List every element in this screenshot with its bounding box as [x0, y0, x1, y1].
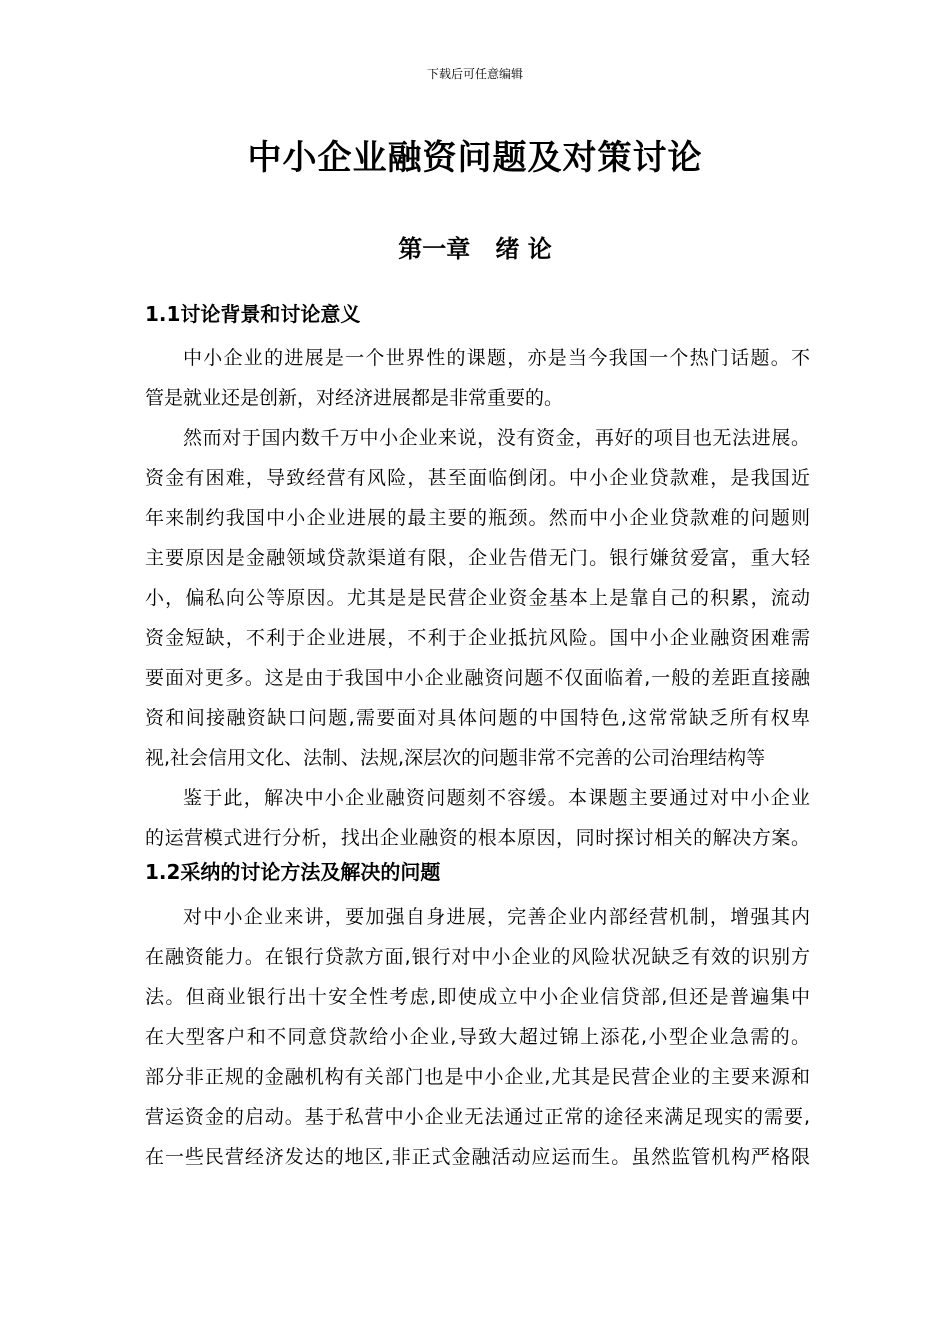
paragraph-line: 资和间接融资缺口问题,需要面对具体问题的中国特色,这常常缺乏所有权卑	[145, 707, 810, 729]
paragraph-line: 视,社会信用文化、法制、法规,深层次的问题非常不完善的公司治理结构等	[145, 747, 766, 769]
paragraph-line: 资金有困难，导致经营有风险，甚至面临倒闭。中小企业贷款难，是我国近	[145, 467, 810, 489]
section-1-2	[145, 859, 810, 885]
paragraph-line: 然而对于国内数千万中小企业来说，没有资金，再好的项目也无法进展。	[183, 427, 810, 449]
paragraph-line: 在大型客户和不同意贷款给小企业,导致大超过锦上添花,小型企业急需的。	[145, 1026, 810, 1048]
paragraph-line: 法。但商业银行出十安全性考虑,即使成立中小企业信贷部,但还是普遍集中	[145, 986, 810, 1008]
section-1-1	[145, 301, 810, 327]
paragraph-line: 管是就业还是创新，对经济进展都是非常重要的。	[145, 387, 564, 409]
paragraph-line: 鉴于此，解决中小企业融资问题刻不容缓。本课题主要通过对中小企业	[183, 787, 810, 809]
paragraph-line: 在融资能力。在银行贷款方面,银行对中小企业的风险状况缺乏有效的识别方	[145, 946, 810, 968]
section-heading: 1.1讨论背景和讨论意义	[145, 302, 361, 326]
paragraph-line: 营运资金的启动。基于私营中小企业无法通过正常的途径来满足现实的需要,	[145, 1106, 810, 1128]
paragraph-line: 年来制约我国中小企业进展的最主要的瓶颈。然而中小企业贷款难的问题则	[145, 507, 810, 529]
paragraph-line: 在一些民营经济发达的地区,非正式金融活动应运而生。虽然监管机构严格限	[145, 1146, 810, 1168]
paragraph-line: 要面对更多。这是由于我国中小企业融资问题不仅面临着,一般的差距直接融	[145, 667, 810, 689]
chapter-title: 第一章 绪 论	[398, 235, 552, 263]
section-1-2-body	[145, 897, 810, 1177]
paragraph-line: 部分非正规的金融机构有关部门也是中小企业,尤其是民营企业的主要来源和	[145, 1066, 810, 1088]
paragraph-line: 资金短缺，不利于企业进展，不利于企业抵抗风险。国中小企业融资困难需	[145, 627, 810, 649]
paragraph-line: 主要原因是金融领域贷款渠道有限，企业告借无门。银行嫌贫爱富，重大轻	[145, 547, 810, 569]
document-title: 中小企业融资问题及对策讨论	[247, 138, 703, 178]
section-1-1-body	[145, 338, 810, 858]
section-heading: 1.2采纳的讨论方法及解决的问题	[145, 860, 441, 884]
paragraph-line: 小，偏私向公等原因。尤其是是民营企业资金基本上是靠自己的积累，流动	[145, 587, 810, 609]
paragraph-line: 对中小企业来讲，要加强自身进展，完善企业内部经营机制，增强其内	[183, 906, 810, 928]
paragraph-line: 中小企业的进展是一个世界性的课题，亦是当今我国一个热门话题。不	[183, 347, 810, 369]
paragraph-line: 的运营模式进行分析，找出企业融资的根本原因，同时探讨相关的解决方案。	[145, 827, 810, 849]
header-note: 下载后可任意编辑	[426, 67, 523, 81]
